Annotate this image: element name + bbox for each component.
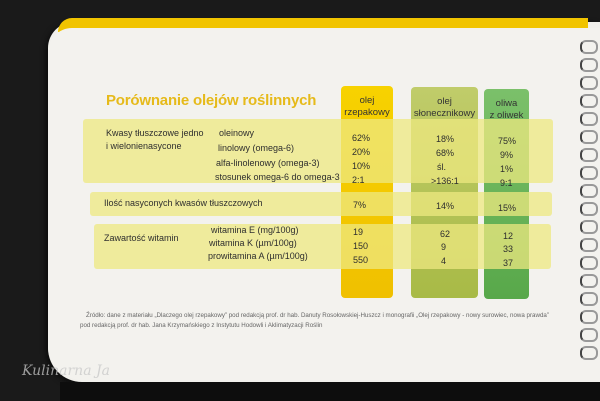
cell: 9% (500, 150, 514, 160)
row-name-alfa-linolenowy: alfa-linolenowy (omega-3) (216, 158, 320, 168)
header-rzepakowy: olej rzepakowy (344, 95, 390, 118)
cell: 19 (353, 227, 364, 237)
group-label-fatty-acids-1: Kwasy tłuszczowe jedno (106, 128, 204, 138)
cell: 12 (503, 231, 514, 241)
cell: 1% (500, 164, 514, 174)
row-name-oleinowy: oleinowy (219, 128, 255, 138)
header-oliwa: oliwa z oliwek (489, 98, 524, 121)
cell: 18% (436, 134, 455, 144)
cell: 4 (441, 256, 447, 266)
row-name-witamina-k: witamina K (µm/100g) (209, 238, 297, 248)
cell: 2:1 (352, 175, 365, 185)
source-note-2: pod redakcją prof. dr hab. Jana Krzymańskiego z Instytutu Hodowli i Aklimatyzacji Roślin (80, 322, 323, 329)
row-name-prowitamina-a: prowitamina A (µm/100g) (208, 251, 308, 261)
row-name-linolowy: linolowy (omega-6) (218, 143, 295, 153)
cell: 68% (436, 148, 455, 158)
row-name-witamina-e: witamina E (mg/100g) (211, 225, 299, 235)
cell: 10% (352, 161, 371, 171)
cell: 20% (352, 147, 371, 157)
cell: 150 (353, 241, 369, 251)
cell: 75% (498, 136, 517, 146)
cell: 37 (503, 258, 514, 268)
group-label-vitamins: Zawartość witamin (104, 233, 179, 243)
group-label-fatty-acids-2: i wielonienasycone (106, 141, 182, 151)
band-vitamins (94, 224, 551, 269)
source-note-1: Źródło: dane z materiału „Dlaczego olej rzepakowy” pod redakcją prof. dr hab. Danuty Rosołowskiej-Huszcz i monografii „Olej rzepakowy - nowy surowiec, nowa prawda” (86, 312, 549, 319)
group-label-saturated: Ilość nasyconych kwasów tłuszczowych (104, 198, 263, 208)
cell: >136:1 (431, 176, 459, 186)
cell: 15% (498, 203, 517, 213)
page-title: Porównanie olejów roślinnych (106, 92, 317, 109)
cell: 9 (441, 242, 447, 252)
cell: 62% (352, 133, 371, 143)
row-name-stosunek: stosunek omega-6 do omega-3 (215, 172, 340, 182)
cell: 7% (353, 200, 367, 210)
cell: 33 (503, 244, 514, 254)
cell: 14% (436, 201, 455, 211)
watermark: Kulinarna Ja (22, 363, 110, 379)
cell: śl. (437, 162, 446, 172)
header-slonecznikowy: olej słonecznikowy (413, 96, 476, 119)
cell: 550 (353, 255, 369, 265)
cell: 62 (440, 229, 451, 239)
bottom-shadow (60, 382, 600, 401)
cell: 9:1 (500, 178, 513, 188)
